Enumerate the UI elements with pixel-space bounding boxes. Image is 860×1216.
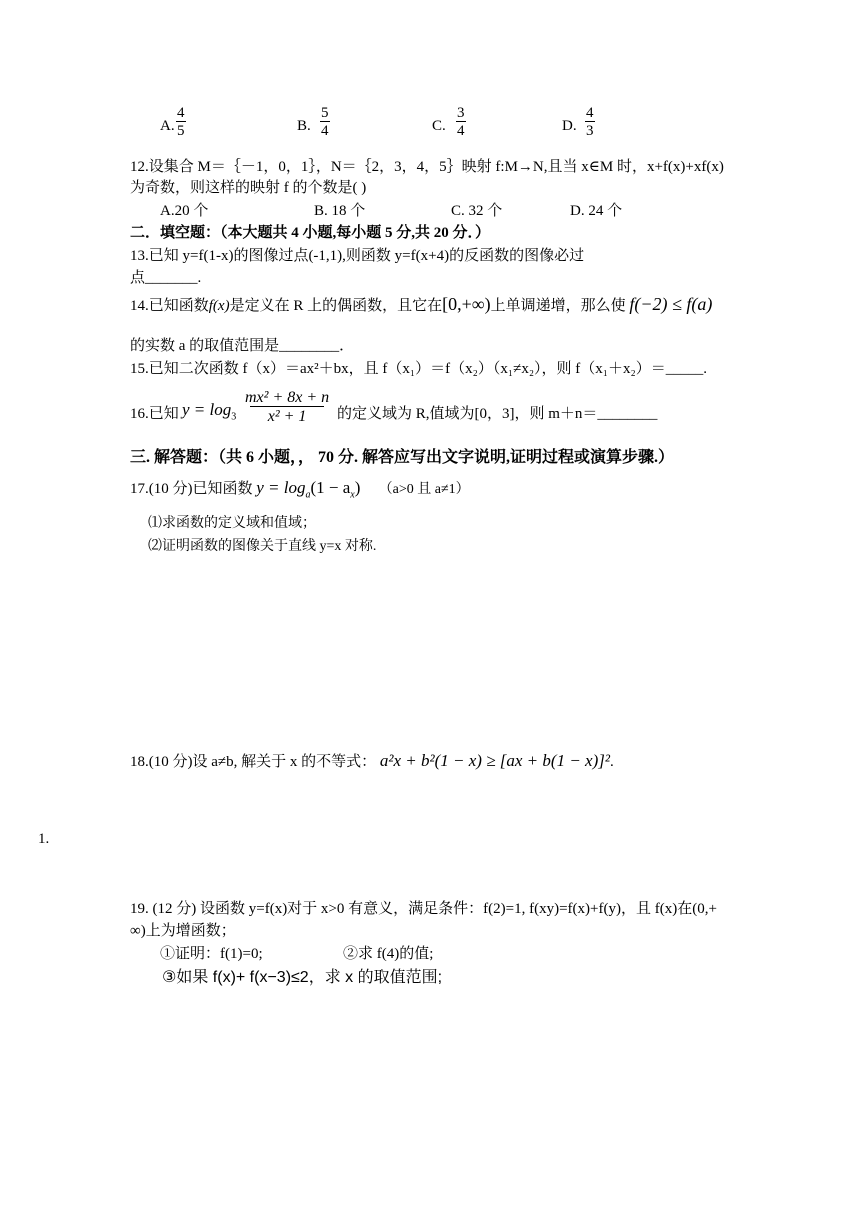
q19-part3: ③如果 f(x)+ f(x−3)≤2，求 x 的取值范围; (162, 969, 443, 986)
q13-line1: 13.已知 y=f(1-x)的图像过点(-1,1),则函数 y=f(x+4)的反函数的图像必过 (130, 248, 585, 264)
fraction-numerator: 4 (586, 105, 594, 121)
fraction-denominator: 4 (321, 123, 329, 139)
q12-option-d: D. 24 个 (570, 203, 623, 219)
q14-interval: [0,+∞) (442, 294, 491, 314)
q12-option-b: B. 18 个 (314, 203, 366, 219)
fraction-numerator: 5 (321, 105, 329, 121)
q18-prefix: 18.(10 分)设 a≠b, 解关于 x 的不等式： (130, 754, 377, 770)
fraction-denominator: 3 (586, 123, 594, 139)
q11-option-d-label: D. (562, 118, 577, 134)
q11-option-b-fraction (320, 106, 330, 139)
q13-line2: 点_______. (130, 270, 202, 286)
q19-line1: 19. (12 分) 设函数 y=f(x)对于 x>0 有意义，满足条件：f(2)=1, f(xy)=f(x)+f(y)，且 f(x)在(0,+ (130, 901, 717, 917)
q17-arg-sub: x (350, 489, 355, 501)
q11-option-c-fraction (456, 106, 466, 139)
q17-line (130, 477, 470, 500)
section3-title: 三. 解答题：（共 6 小题，， 70 分. 解答应写出文字说明,证明过程或演算步骤.） (130, 449, 675, 466)
q17-log-base: a (305, 489, 311, 501)
q14-line2: 的实数 a 的取值范围是________． (130, 338, 355, 354)
q17-arg: (1 − a (310, 478, 351, 497)
q16-suffix: 的定义域为 R,值域为[0，3]，则 m＋n＝________ (337, 406, 658, 422)
fraction-denominator: 5 (177, 123, 185, 139)
q17-formula-log: y = log (256, 478, 306, 497)
q16-denominator: x² + 1 (250, 406, 325, 425)
fraction-numerator: 4 (177, 105, 185, 121)
q19-line2: ∞)上为增函数； (130, 923, 236, 939)
q17-arg-end: ) (354, 478, 361, 497)
q14-prefix: 14.已知函数 (130, 298, 209, 314)
q17-sub2: ⑵证明函数的图像关于直线 y=x 对称. (148, 539, 377, 554)
q14-fx: f(x) (208, 298, 230, 314)
q16-numerator: mx² + 8x + n (245, 389, 330, 406)
q14-mid: 是定义在 R 上的偶函数，且它在 (229, 298, 443, 314)
q16-log-base: 3 (231, 411, 237, 423)
margin-number: 1. (38, 831, 50, 847)
q12-option-c: C. 32 个 (451, 203, 503, 219)
fraction-denominator: 4 (457, 123, 465, 139)
q18-end: . (609, 754, 614, 770)
q11-option-a-fraction (176, 106, 186, 139)
q17-prefix: 17.(10 分)已知函数 (130, 481, 253, 497)
q14-line1 (130, 294, 712, 315)
q17-condition: （a>0 且 a≠1） (378, 482, 470, 497)
q12-line1: 12.设集合 M＝｛－1，0，1｝，N＝｛2，3，4，5｝映射 f:M→N,且当 x∈M 时，x+f(x)+xf(x) (130, 159, 724, 175)
q18-line (130, 750, 614, 771)
q14-inequality: f(−2) ≤ f(a) (629, 294, 713, 314)
q18-formula: a²x + b²(1 − x) ≥ [ax + b(1 − x)]² (379, 751, 610, 770)
q11-option-d-fraction (585, 106, 595, 139)
q11-option-c-label: C. (432, 118, 446, 134)
q19-part1: ①证明：f(1)=0; (160, 946, 263, 962)
q11-option-b-label: B. (297, 118, 311, 134)
q16-lhs: y = log (182, 400, 232, 419)
q17-sub1: ⑴求函数的定义域和值域； (148, 516, 316, 531)
q16-prefix: 16.已知 (130, 406, 179, 422)
q16-fraction (244, 390, 330, 425)
fraction-numerator: 3 (457, 105, 465, 121)
q12-line2: 为奇数，则这样的映射 f 的个数是( ) (130, 180, 367, 196)
q16-log (182, 400, 236, 422)
section2-title: 二．填空题：（本大题共 4 小题,每小题 5 分,共 20 分．） (130, 225, 491, 241)
q12-option-a: A.20 个 (160, 203, 209, 219)
q15-text: 15.已知二次函数 f（x）＝ax²＋bx，且 f（x₁）＝f（x₂）（x₁≠x₂），则 f（x₁＋x₂）＝_____. (130, 361, 707, 377)
q19-part2: ②求 f(4)的值; (343, 946, 434, 962)
q14-mid2: 上单调递增，那么使 (490, 298, 626, 314)
q17-formula (256, 478, 364, 501)
q11-option-a-label: A. (160, 118, 175, 134)
